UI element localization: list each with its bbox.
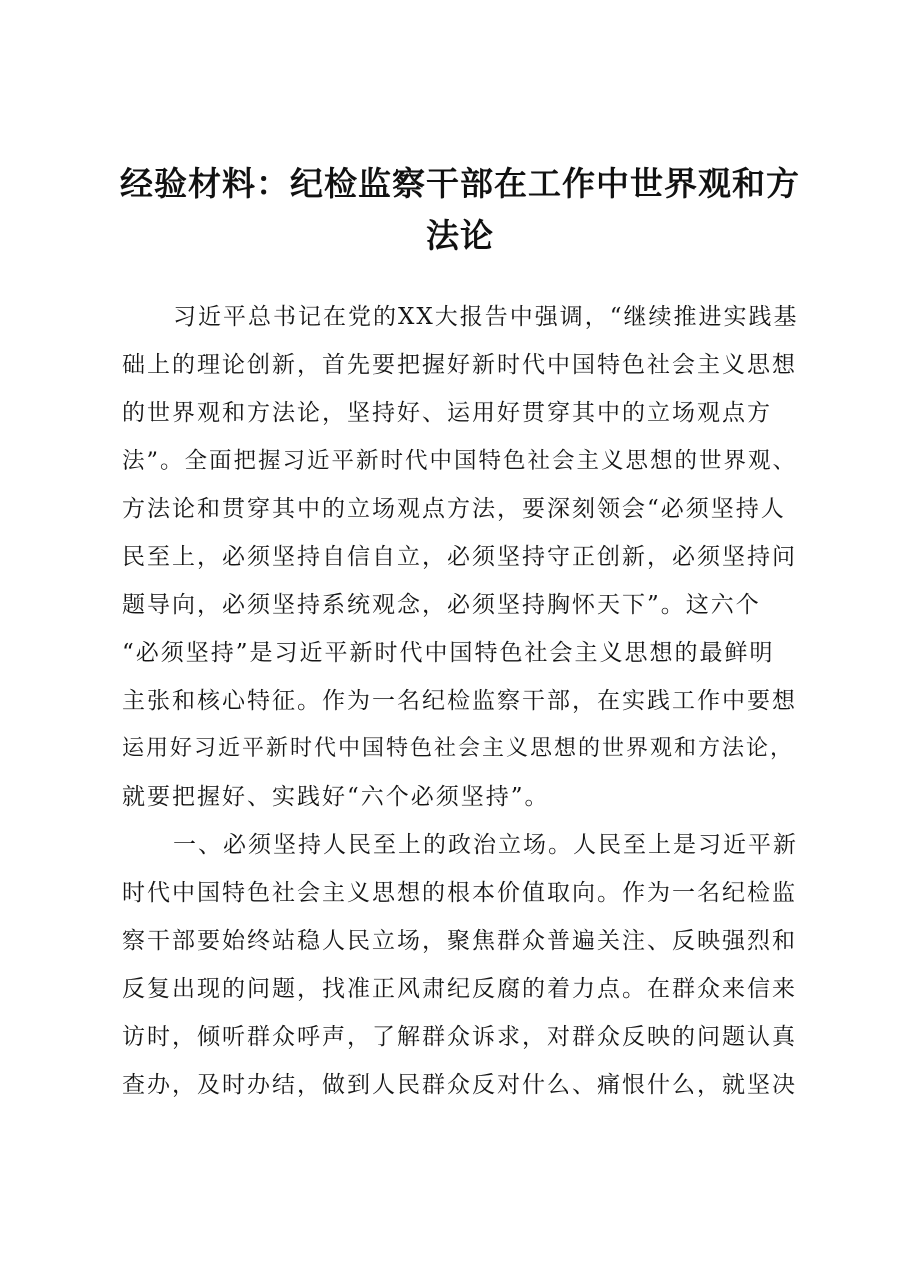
document-title-line-1: 经验材料：纪检监察干部在工作中世界观和方	[120, 164, 800, 203]
body-line-11: 就要把握好、实践好“六个必须坚持”。	[122, 784, 550, 810]
body-line-17: 查办，及时办结，做到人民群众反对什么、痛恨什么，就坚决	[122, 1072, 797, 1098]
body-line-9: 主张和核心特征。作为一名纪检监察干部，在实践工作中要想	[122, 688, 797, 714]
body-line-12: 一、必须坚持人民至上的政治立场。人民至上是习近平新	[173, 832, 798, 858]
body-line-2: 础上的理论创新，首先要把握好新时代中国特色社会主义思想	[122, 352, 797, 378]
document-title-line-2: 法论	[426, 216, 494, 255]
body-line-14: 察干部要始终站稳人民立场，聚焦群众普遍关注、反映强烈和	[122, 928, 797, 954]
body-line-5: 方法论和贯穿其中的立场观点方法，要深刻领会“必须坚持人	[122, 496, 786, 522]
body-line-1: 习近平总书记在党的XX大报告中强调，“继续推进实践基	[173, 304, 799, 330]
body-line-6: 民至上，必须坚持自信自立，必须坚持守正创新，必须坚持问	[122, 544, 797, 570]
body-line-7: 题导向，必须坚持系统观念，必须坚持胸怀天下”。这六个	[122, 592, 761, 618]
body-line-16: 访时，倾听群众呼声，了解群众诉求，对群众反映的问题认真	[122, 1024, 797, 1050]
body-line-4: 法”。全面把握习近平新时代中国特色社会主义思想的世界观、	[122, 448, 798, 474]
body-line-10: 运用好习近平新时代中国特色社会主义思想的世界观和方法论，	[122, 736, 795, 761]
body-line-13: 时代中国特色社会主义思想的根本价值取向。作为一名纪检监	[122, 880, 797, 906]
body-line-15: 反复出现的问题，找准正风肃纪反腐的着力点。在群众来信来	[122, 976, 797, 1002]
body-line-3: 的世界观和方法论，坚持好、运用好贯穿其中的立场观点方	[122, 400, 772, 426]
body-line-8: “必须坚持”是习近平新时代中国特色社会主义思想的最鲜明	[122, 640, 775, 666]
